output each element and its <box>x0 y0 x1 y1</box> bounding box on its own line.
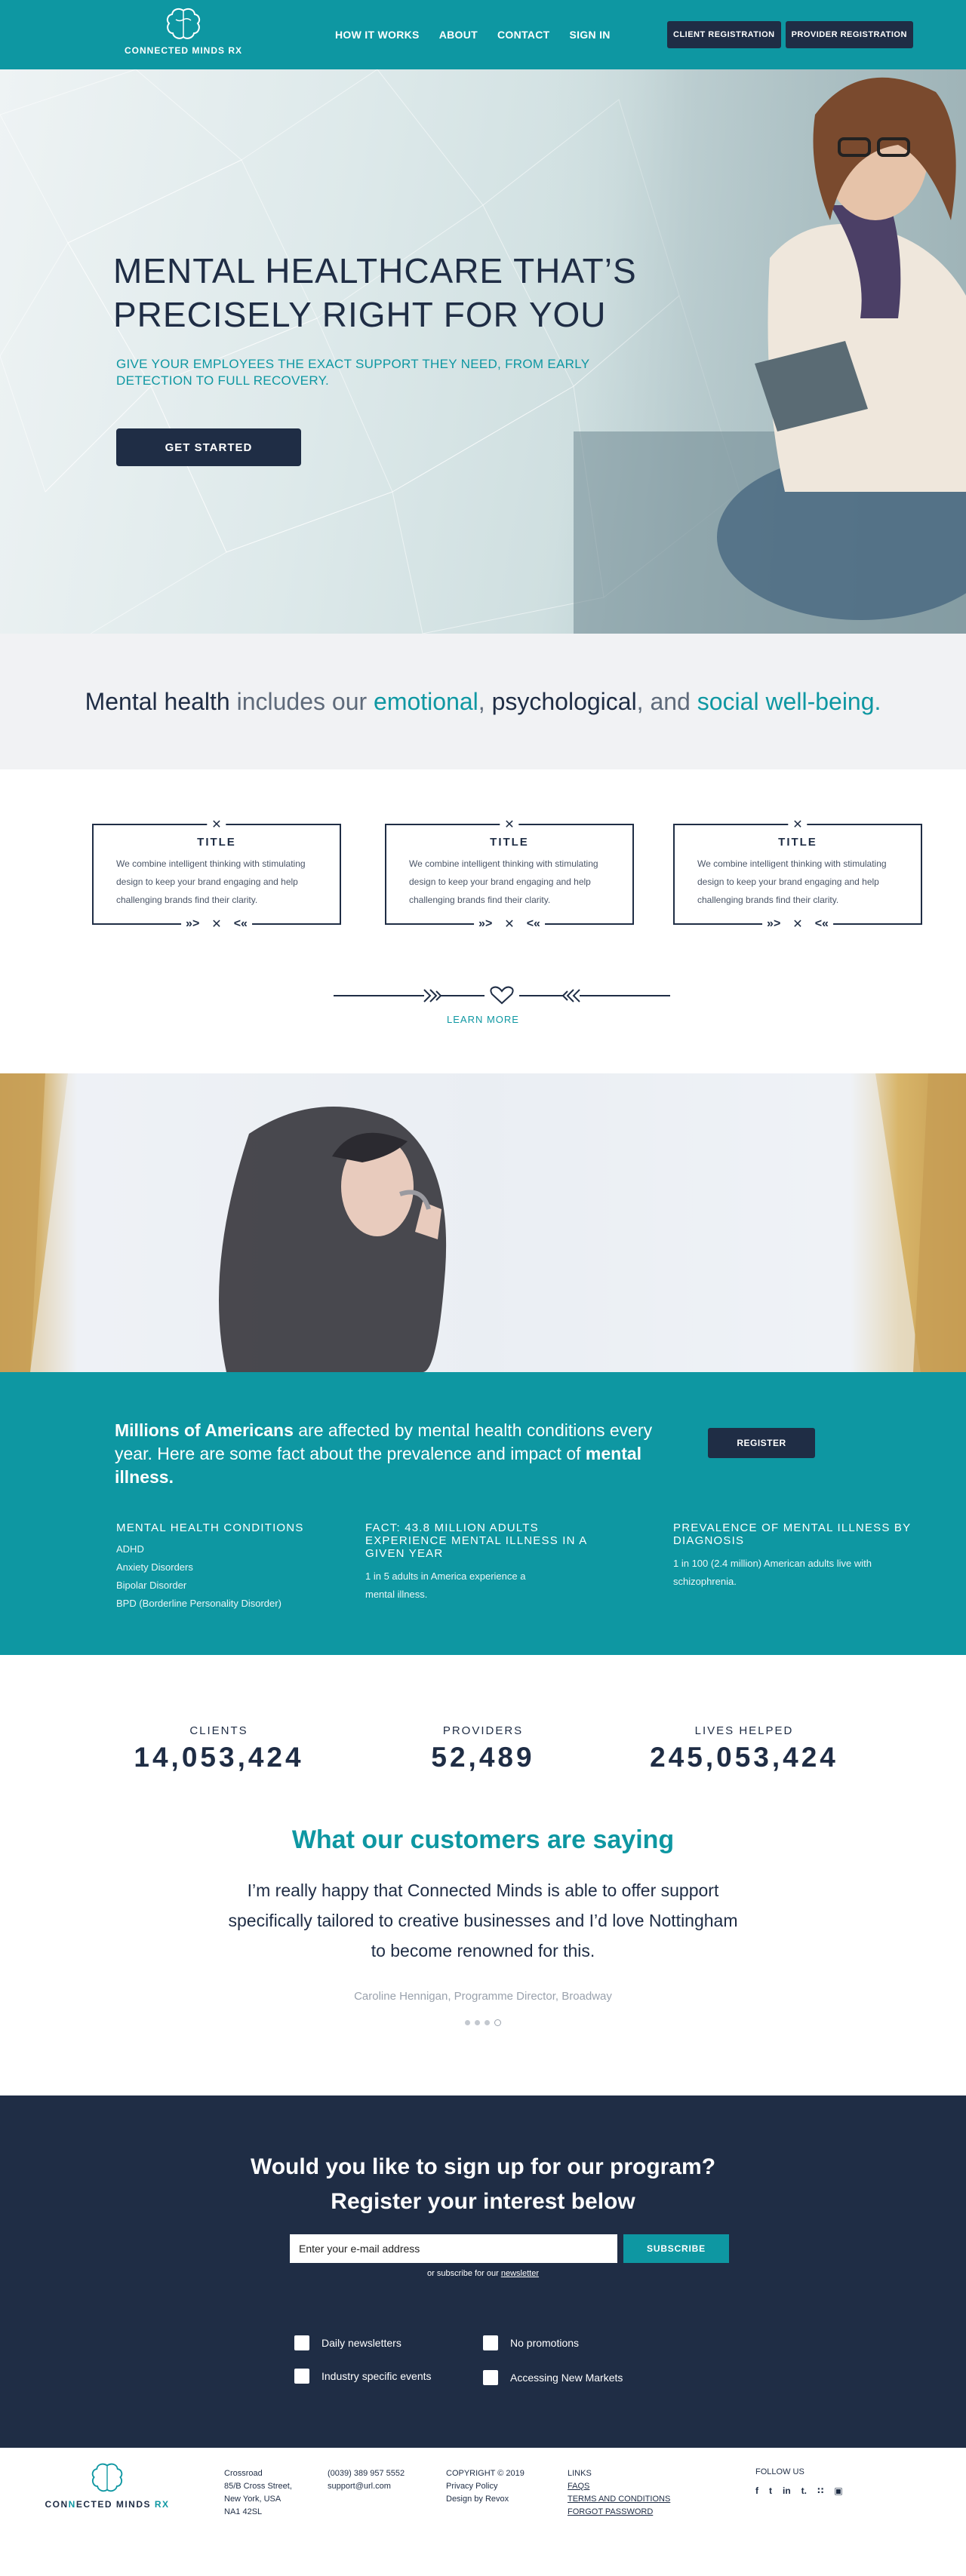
footer-brand-part: CON <box>45 2499 69 2510</box>
cross-ornament-icon: ✕ <box>211 918 222 931</box>
option-new-markets[interactable] <box>483 2370 623 2385</box>
footer-brand-name <box>41 2499 174 2510</box>
card-title: TITLE <box>490 836 529 849</box>
stat-label: LIVES HELPED <box>694 1724 794 1737</box>
terms-link[interactable]: TERMS AND CONDITIONS <box>568 2495 671 2504</box>
photo-illustration <box>0 1073 966 1372</box>
cross-ornament-icon: ✕ <box>792 918 803 931</box>
feature-cards-section <box>0 769 966 1073</box>
tagline-emotional: emotional <box>374 687 478 715</box>
facebook-icon[interactable]: f <box>755 2485 758 2496</box>
footer-address <box>224 2467 292 2519</box>
facts-intro <box>115 1419 673 1489</box>
nav-how-it-works[interactable]: HOW IT WORKS <box>335 29 420 41</box>
footer <box>0 2448 966 2538</box>
address-line: 85/B Cross Street, <box>224 2482 292 2491</box>
fact-text: 1 in 5 adults in America experience a mental illness. <box>365 1570 526 1600</box>
forgot-password-link[interactable]: FORGOT PASSWORD <box>568 2507 654 2516</box>
privacy-policy-link[interactable]: Privacy Policy <box>446 2482 498 2491</box>
stat-label: CLIENTS <box>189 1724 248 1737</box>
double-chevron-left-icon: <« <box>233 917 248 930</box>
checkbox[interactable] <box>483 2370 498 2385</box>
main-menu <box>335 29 611 41</box>
phone-number: (0039) 389 957 5552 <box>328 2469 405 2478</box>
brand-name: CONNECTED MINDS RX <box>124 45 242 56</box>
follow-heading: FOLLOW US <box>755 2467 804 2476</box>
address-line: NA1 42SL <box>224 2507 263 2516</box>
faqs-link[interactable]: FAQS <box>568 2482 590 2491</box>
card-text: We combine intelligent thinking with stimulating design to keep your brand engaging and help challenging brands find their clarity. <box>116 858 306 905</box>
rss-icon[interactable]: ∷ <box>817 2485 824 2496</box>
testimonial-author: Caroline Hennigan, Programme Director, Broadway <box>354 1990 612 2003</box>
card-text: We combine intelligent thinking with stimulating design to keep your brand engaging and help challenging brands find their clarity. <box>409 858 598 905</box>
nav-sign-in[interactable]: SIGN IN <box>569 29 611 41</box>
newsletter-note-text: or subscribe for our <box>427 2269 501 2278</box>
learn-more-link[interactable]: LEARN MORE <box>447 1014 519 1025</box>
nav-contact[interactable]: CONTACT <box>497 29 550 41</box>
card-title: TITLE <box>778 836 817 849</box>
card-text: We combine intelligent thinking with stimulating design to keep your brand engaging and help challenging brands find their clarity. <box>697 858 887 905</box>
pagination-dot[interactable] <box>485 2020 490 2025</box>
fact-text: 1 in 100 (2.4 million) American adults live with schizophrenia. <box>673 1558 872 1587</box>
pagination-dot[interactable] <box>475 2020 480 2025</box>
hero-subtitle: GIVE YOUR EMPLOYEES THE EXACT SUPPORT THEY NEED, FROM EARLY DETECTION TO FULL RECOVERY. <box>116 357 590 388</box>
stat-value: 52,489 <box>431 1742 535 1773</box>
newsletter-note <box>0 2269 966 2278</box>
list-item: ADHD <box>116 1543 144 1555</box>
tagline-connector-3: , and <box>636 687 697 715</box>
tagline-connector-1: includes our <box>229 687 374 715</box>
stat-value: 245,053,424 <box>650 1742 838 1773</box>
list-item: Anxiety Disorders <box>116 1561 193 1573</box>
feature-card <box>92 818 341 931</box>
testimonial-heading: What our customers are saying <box>291 1825 675 1854</box>
checkbox-label: Accessing New Markets <box>510 2372 623 2384</box>
client-registration-button[interactable]: CLIENT REGISTRATION <box>667 21 781 48</box>
top-nav <box>0 0 966 69</box>
registration-buttons <box>667 21 913 48</box>
tagline-social: social well-being. <box>697 687 881 715</box>
checkbox-label: No promotions <box>510 2337 580 2349</box>
signup-section <box>0 2095 966 2448</box>
feature-card <box>673 818 922 931</box>
signup-subheading: Register your interest below <box>331 2189 635 2214</box>
tagline-text <box>85 688 881 716</box>
double-chevron-right-icon: »> <box>186 917 200 930</box>
nav-about[interactable]: ABOUT <box>438 29 478 41</box>
footer-brand-part: N <box>68 2499 76 2510</box>
footer-contact <box>328 2467 405 2493</box>
tumblr-icon[interactable]: t. <box>801 2485 808 2496</box>
footer-brand-part: RX <box>154 2499 170 2510</box>
testimonial-pagination <box>0 2020 966 2026</box>
stat-value: 14,053,424 <box>134 1742 304 1773</box>
copyright-text: COPYRIGHT © 2019 <box>446 2469 525 2478</box>
brand-logo[interactable] <box>119 6 248 56</box>
checkbox[interactable] <box>294 2369 309 2384</box>
pagination-dot-active[interactable] <box>494 2019 501 2026</box>
register-button[interactable]: REGISTER <box>708 1428 815 1458</box>
double-chevron-left-icon: <« <box>814 917 829 930</box>
linkedin-icon[interactable]: in <box>783 2485 791 2496</box>
facts-section <box>0 1372 966 1655</box>
email-address[interactable]: support@url.com <box>328 2482 391 2491</box>
checkbox-label: Daily newsletters <box>321 2337 401 2349</box>
option-daily-newsletters[interactable] <box>294 2335 401 2350</box>
hero-section <box>0 69 966 634</box>
facts-intro-bold-2: mental illness. <box>115 1444 642 1487</box>
conditions-list <box>116 1540 343 1613</box>
fact-heading: FACT: 43.8 MILLION ADULTS EXPERIENCE MENTAL ILLNESS IN A GIVEN YEAR <box>365 1521 587 1560</box>
blogger-icon[interactable]: ▣ <box>834 2485 843 2496</box>
testimonial-section <box>0 1655 966 2095</box>
woman-on-phone-photo <box>0 1073 966 1372</box>
footer-copyright <box>446 2467 525 2506</box>
card-ornament <box>762 916 833 932</box>
hero-title-line-1: MENTAL HEALTHCARE THAT’S <box>113 251 637 290</box>
design-credit: Design by Revox <box>446 2495 509 2504</box>
fact-heading: PREVALENCE OF MENTAL ILLNESS BY DIAGNOSIS <box>673 1521 912 1547</box>
signup-heading: Would you like to sign up for our program? <box>250 2154 716 2179</box>
footer-follow <box>755 2467 843 2496</box>
newsletter-link[interactable]: newsletter <box>500 2269 539 2278</box>
fact-column-conditions <box>116 1521 343 1613</box>
footer-logo[interactable] <box>41 2461 174 2510</box>
double-chevron-right-icon: »> <box>478 917 493 930</box>
list-item: Bipolar Disorder <box>116 1580 187 1591</box>
fact-column-prevalence <box>673 1521 930 1591</box>
footer-links <box>568 2467 670 2519</box>
pagination-dot[interactable] <box>465 2020 470 2025</box>
feature-card <box>385 818 634 931</box>
facts-intro-bold: Millions of Americans <box>115 1420 294 1440</box>
card-ornament <box>474 916 545 932</box>
brain-logo-icon <box>164 6 203 42</box>
address-line: Crossroad <box>224 2469 263 2478</box>
list-item: BPD (Borderline Personality Disorder) <box>116 1598 281 1609</box>
facts-intro-text: are affected by mental health conditions every year. Here are some fact about the prevalence and impact of <box>115 1420 653 1463</box>
stat-label: PROVIDERS <box>442 1724 524 1737</box>
checkbox-label: Industry specific events <box>321 2370 432 2382</box>
hero-title-line-2: PRECISELY RIGHT FOR YOU <box>113 295 607 334</box>
option-industry-events[interactable] <box>294 2369 432 2384</box>
tagline-section <box>0 634 966 769</box>
heart-divider-icon <box>334 982 670 1009</box>
links-heading: LINKS <box>568 2469 592 2478</box>
checkbox[interactable] <box>483 2335 498 2350</box>
tagline-connector-2: , <box>478 687 492 715</box>
card-ornament <box>181 916 252 932</box>
address-line: New York, USA <box>224 2495 281 2504</box>
card-title: TITLE <box>197 836 236 849</box>
provider-registration-button[interactable]: PROVIDER REGISTRATION <box>786 21 913 48</box>
twitter-icon[interactable]: t <box>769 2485 772 2496</box>
email-input[interactable] <box>290 2234 617 2263</box>
cross-ornament-icon: ✕ <box>788 817 807 832</box>
brain-logo-icon <box>89 2461 125 2495</box>
hero-woman-photo <box>543 69 966 634</box>
fact-heading: MENTAL HEALTH CONDITIONS <box>116 1521 304 1534</box>
option-no-promotions[interactable] <box>483 2335 579 2350</box>
footer-brand-part: ECTED MINDS <box>75 2499 155 2510</box>
testimonial-quote: I’m really happy that Connected Minds is able to offer support specifically tailored to creative businesses and I’d love Nottingham to become renowned for this. <box>228 1881 738 1960</box>
cross-ornament-icon: ✕ <box>207 817 226 832</box>
tagline-psychological: psychological <box>491 687 637 715</box>
hero-title <box>113 249 687 336</box>
get-started-button[interactable]: GET STARTED <box>116 428 301 466</box>
cross-ornament-icon: ✕ <box>504 918 515 931</box>
tagline-mental-health: Mental health <box>85 687 230 715</box>
cross-ornament-icon: ✕ <box>500 817 518 832</box>
checkbox[interactable] <box>294 2335 309 2350</box>
fact-column-adults <box>365 1521 607 1604</box>
double-chevron-left-icon: <« <box>526 917 540 930</box>
social-icons <box>755 2485 843 2496</box>
double-chevron-right-icon: »> <box>767 917 781 930</box>
subscribe-button[interactable]: SUBSCRIBE <box>623 2234 729 2263</box>
